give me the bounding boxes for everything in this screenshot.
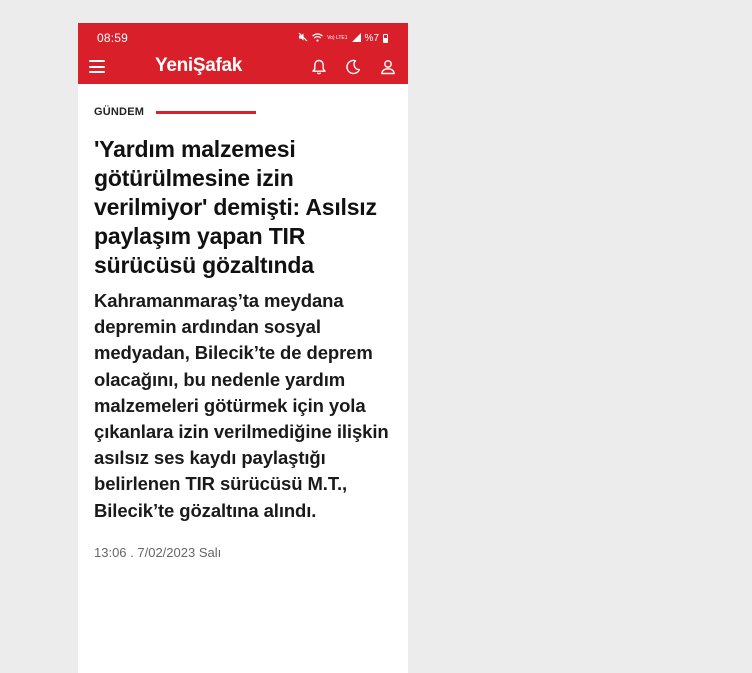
category-label[interactable]: GÜNDEM [94, 106, 145, 118]
article [78, 103, 408, 560]
site-logo[interactable]: YeniŞafak [155, 55, 243, 76]
phone-screen [78, 23, 408, 673]
status-bar [78, 23, 408, 51]
category-divider [156, 111, 256, 114]
network-label: Vo) LTE1 [327, 34, 348, 41]
battery-icon [383, 34, 388, 43]
hamburger-menu-icon[interactable] [89, 60, 105, 73]
wifi-icon [312, 33, 323, 44]
category-row [94, 103, 392, 125]
moon-icon[interactable] [344, 58, 362, 76]
signal-icon [352, 33, 361, 44]
article-summary: Kahramanmaraş’ta meydana depremin ardından sosyal medyadan, Bilecik’te de deprem olacağını, bu nedenle yardım malzemeleri götürmek için yola çıkanlara izin verilmediğine ilişkin asılsız ses kaydı paylaştığı belirlenen TIR sürücüsü M.T., Bilecik’te gözaltına alındı. [94, 290, 389, 521]
bell-icon[interactable] [310, 58, 328, 76]
toolbar [78, 51, 408, 84]
app-header [78, 23, 408, 84]
battery-percent: %7 [364, 32, 379, 44]
user-icon[interactable] [379, 58, 397, 76]
article-date: 13:06 . 7/02/2023 Salı [94, 544, 222, 560]
status-icons [298, 32, 388, 44]
mute-icon [298, 32, 308, 44]
status-time: 08:59 [97, 31, 129, 45]
article-headline: 'Yardım malzemesi götürülmesine izin verilmiyor' demişti: Asılsız paylaşım yapan TIR sürücüsü gözaltında [94, 136, 377, 278]
